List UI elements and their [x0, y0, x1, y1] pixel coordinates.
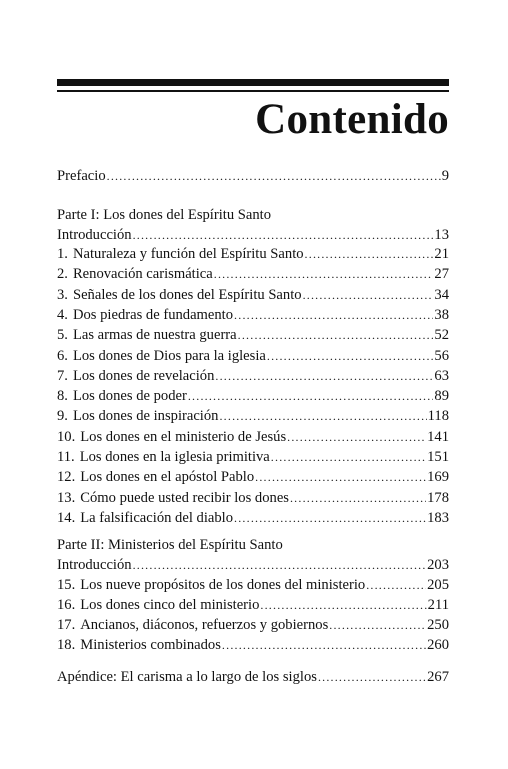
toc-entry-page: 89: [434, 388, 449, 405]
toc-entry-title: Los dones de Dios para la iglesia: [72, 347, 266, 364]
toc-entry-chapter: [57, 305, 449, 325]
toc-entry-page: 34: [434, 286, 449, 303]
toc-entry-chapter: [57, 406, 449, 426]
toc-entry-page: 250: [427, 616, 449, 633]
toc-entry-page: 52: [434, 327, 449, 344]
section-heading-text: Parte II: Ministerios del Espíritu Santo: [57, 537, 283, 553]
chapter-number: 2.: [57, 266, 68, 283]
toc-entry-page: 9: [441, 168, 449, 184]
toc-entry-title: Prefacio: [57, 168, 106, 184]
toc-entry-title: Cómo puede usted recibir los dones: [80, 489, 289, 506]
dot-leader: [290, 488, 426, 508]
toc-entry-chapter: [57, 346, 449, 366]
dot-leader: [318, 667, 426, 687]
chapter-number: 16.: [57, 596, 76, 613]
chapter-number: 14.: [57, 509, 76, 526]
toc-entry-chapter: [57, 615, 449, 635]
dot-leader: [188, 386, 434, 406]
toc-entry-intro-parte-2: [57, 555, 449, 575]
toc-entry-title: Ministerios combinados: [80, 636, 221, 653]
toc-entry-page: 118: [427, 408, 449, 425]
toc-entry-page: 21: [434, 246, 449, 262]
chapter-number: 1.: [57, 246, 68, 262]
toc-entry-chapter: [57, 467, 449, 487]
header-rule-thin: [57, 90, 449, 92]
chapter-number: 17.: [57, 616, 76, 633]
toc-entry-chapter: [57, 366, 449, 386]
toc-entry-page: 27: [434, 266, 449, 283]
dot-leader: [234, 508, 426, 528]
toc-entry-page: 260: [427, 636, 449, 653]
toc-entry-chapter: [57, 595, 449, 615]
toc-entry-page: 211: [427, 596, 449, 613]
toc-entry-page: 63: [434, 367, 449, 384]
toc-entry-page: 178: [427, 489, 449, 506]
chapter-number: 18.: [57, 636, 76, 653]
chapter-number: 4.: [57, 306, 68, 323]
toc-entry-page: 183: [427, 509, 449, 526]
toc-entry-title: Los dones de revelación: [72, 367, 215, 384]
dot-leader: [366, 575, 426, 595]
toc-entry-title: Los nueve propósitos de los dones del ministerio: [80, 577, 366, 593]
toc-entry-chapter: [57, 635, 449, 655]
toc-entry-title: Los dones cinco del ministerio: [80, 596, 260, 613]
toc-entry-chapter: [57, 508, 449, 528]
toc-entry-title: Los dones en el ministerio de Jesús: [80, 428, 287, 445]
toc-entry-page: 205: [427, 577, 449, 593]
dot-leader: [107, 166, 441, 186]
chapter-number: 9.: [57, 408, 68, 425]
toc-entry-title: Renovación carismática: [72, 266, 213, 283]
toc-entry-title: Los dones en la iglesia primitiva: [79, 449, 270, 465]
toc-entry-title: Ancianos, diáconos, refuerzos y gobiernos: [80, 616, 329, 633]
toc-entry-title: La falsificación del diablo: [80, 509, 234, 526]
toc-entry-page: 151: [427, 449, 449, 465]
toc-entry-chapter: [57, 264, 449, 284]
header-rule-thick: [57, 79, 449, 86]
dot-leader: [214, 264, 434, 284]
section-heading-parte-2: [57, 535, 449, 555]
dot-leader: [133, 555, 427, 575]
toc-entry-page: 56: [434, 347, 449, 364]
toc-entry-title: Los dones de inspiración: [72, 408, 219, 425]
dot-leader: [329, 615, 426, 635]
toc-entry-chapter: [57, 447, 449, 467]
dot-leader: [287, 427, 426, 447]
toc-entry-prefacio: [57, 166, 449, 186]
toc-entry-chapter: [57, 488, 449, 508]
toc-entry-chapter: [57, 325, 449, 345]
dot-leader: [234, 305, 433, 325]
toc-entry-title: Los dones en el apóstol Pablo: [80, 469, 255, 486]
toc-entry-title: Introducción: [57, 227, 132, 243]
chapter-number: 7.: [57, 367, 68, 384]
toc-entry-chapter: [57, 285, 449, 305]
chapter-number: 5.: [57, 327, 68, 344]
toc-entry-chapter: [57, 575, 449, 595]
dot-leader: [238, 325, 434, 345]
toc-entry-page: 267: [427, 669, 449, 685]
chapter-number: 6.: [57, 347, 68, 364]
toc-entry-title: Los dones de poder: [72, 388, 187, 405]
dot-leader: [215, 366, 433, 386]
chapter-number: 3.: [57, 286, 68, 303]
toc-entry-page: 38: [434, 306, 449, 323]
chapter-number: 11.: [57, 449, 75, 465]
dot-leader: [305, 244, 434, 264]
page-title: Contenido: [255, 96, 449, 143]
dot-leader: [267, 346, 434, 366]
toc-entry-chapter: [57, 244, 449, 264]
toc-entry-title: Las armas de nuestra guerra: [72, 327, 237, 344]
dot-leader: [222, 635, 426, 655]
dot-leader: [255, 467, 426, 487]
chapter-number: 12.: [57, 469, 76, 486]
chapter-number: 13.: [57, 489, 76, 506]
toc-entry-title: Introducción: [57, 557, 132, 573]
toc-entry-apendice: [57, 667, 449, 687]
dot-leader: [303, 285, 434, 305]
toc-entry-title: Apéndice: El carisma a lo largo de los siglos: [57, 669, 317, 685]
toc-entry-chapter: [57, 386, 449, 406]
chapter-number: 8.: [57, 388, 68, 405]
dot-leader: [133, 225, 434, 245]
toc-entry-page: 141: [427, 428, 449, 445]
chapter-number: 15.: [57, 577, 76, 593]
toc-entry-title: Señales de los dones del Espíritu Santo: [72, 286, 302, 303]
chapter-number: 10.: [57, 428, 76, 445]
section-heading-parte-1: [57, 205, 449, 225]
dot-leader: [271, 447, 426, 467]
toc-entry-page: 169: [427, 469, 449, 486]
toc-entry-chapter: [57, 427, 449, 447]
dot-leader: [219, 406, 426, 426]
dot-leader: [260, 595, 426, 615]
toc-entry-page: 203: [427, 557, 449, 573]
toc-entry-title: Naturaleza y función del Espíritu Santo: [72, 246, 304, 262]
section-heading-text: Parte I: Los dones del Espíritu Santo: [57, 207, 272, 223]
toc-entry-title: Dos piedras de fundamento: [72, 306, 234, 323]
toc-entry-page: 13: [434, 227, 449, 243]
toc-entry-intro-parte-1: [57, 225, 449, 245]
